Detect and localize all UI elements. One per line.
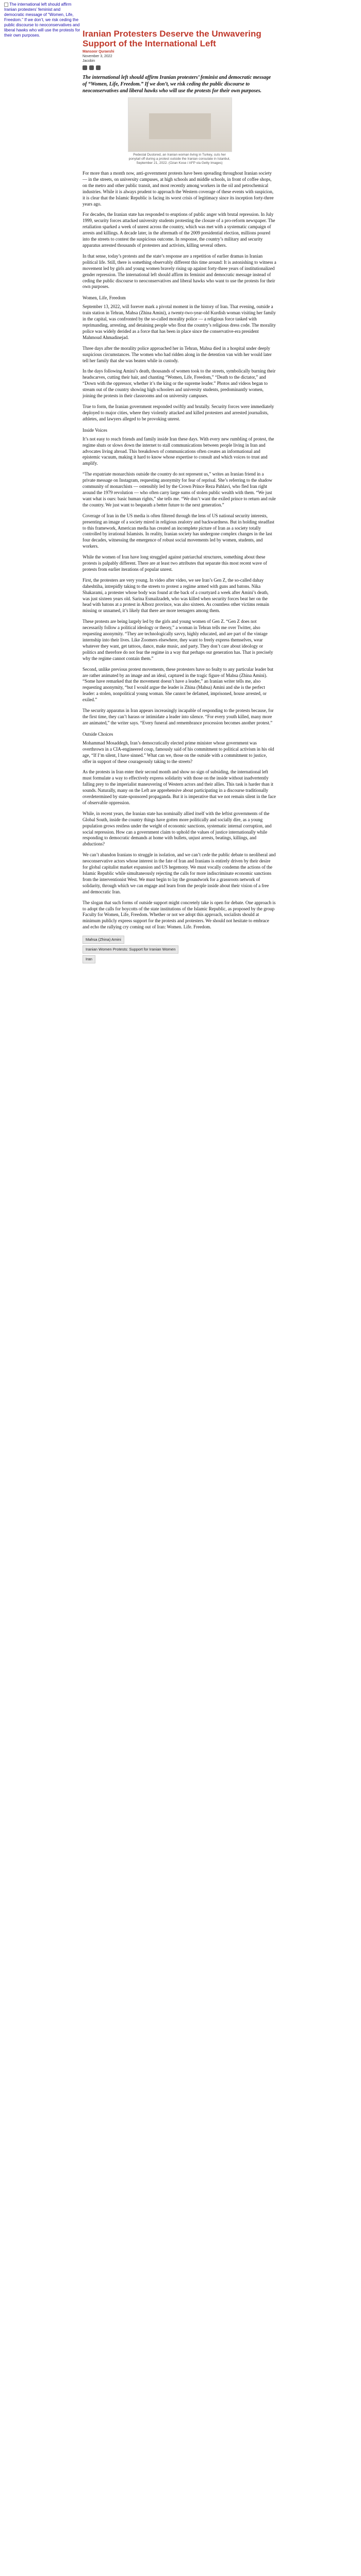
paragraph: Coverage of Iran in the US media is often filtered through the lens of US national security interests, presenting an image of a society mired in religious zealotry and backwardness. But in holding steadfast to this framework, American media has created an incomplete picture of Iran as a society totally controlled by irrational Islamists. In reality, Iranian society has undergone complex changes in the last four decades, witnessing the emergence of robust social movements led by women, students, and workers. xyxy=(83,513,274,549)
paragraph: True to form, the Iranian government responded swiftly and brutally. Security forces were immediately deployed to major cities, where they violently attacked and killed protesters and arrested journalists, athletes, and lawyers alleged to be provoking unrest. xyxy=(83,404,274,421)
top-notice-text: The international left should affirm Iranian protesters’ feminist and democratic message of “Women, Life, Freedom.” If we don’t, we risk ceding the public discourse to neoconservatives and liberal hawks who will use the protests for their own purposes. xyxy=(4,2,80,38)
info-icon xyxy=(4,3,8,7)
paragraph: For more than a month now, anti-government protests have been spreading throughout Iranian society — in the streets, on university campuses, at high schools and middle schools, in front of coffee shops, on the metro and other public transit, and most recently among workers in the oil and petrochemical industries. While it is always prudent to approach the Western coverage of these events with suspicion, it is clear that the Islamic Republic is facing its worst crisis of legitimacy since its inception forty-three years ago. xyxy=(83,171,274,207)
paragraph: It’s not easy to reach friends and family inside Iran these days. With every new rumbling of protest, the regime shuts or slows down the internet to stall communications between people living in Iran and advocates living abroad. This breakdown of communications often creates an informational and epistemic vacuum, making it hard to know whose expertise to consult and which voices to trust and amplify. xyxy=(83,436,274,466)
share-icons xyxy=(83,65,276,70)
section-heading: Women, Life, Freedom xyxy=(83,295,126,301)
paragraph: September 13, 2022, will forever mark a pivotal moment in the history of Iran. That evening, outside a train station in Tehran, Mahsa (Zhina Amini), a twenty-two-year-old Kurdish woman visiting her family in the capital, was confronted by the so-called morality police — a religious force tasked with reprimanding, arresting, and detaining people who flout the country’s religious dress code. The morality police was widely derided as a force that has been in place since the conservative-era president Mahmoud Ahmadinejad. xyxy=(83,304,276,340)
author-name[interactable]: Mansoor Quraeshi xyxy=(83,50,114,54)
paragraph: While, in recent years, the Iranian state has nominally allied itself with the leftist governments of the Global South, inside the country things have gotten more politically and socially dire, as a young population grows restless under the weight of economic sanctions, systematic internal corruption, and social repression. How can a government claim to uphold the values of justice internationally while responding to democratic demands at home with bullets, unjust arrests, beatings, killings, and abductions? xyxy=(83,810,272,847)
article-meta xyxy=(83,49,276,63)
figure-caption: Pedestal Dustored, an Iranian woman living in Turkey, cuts her ponytail off during a protest outside the Iranian consulate in Istanbul, September 21, 2022. (Ozan Kose / AFP via Getty Images) xyxy=(128,153,231,165)
paragraph: In that sense, today’s protests and the state’s response are a repetition of earlier dramas in Iranian political life. Still, there is something observably different this time around: It is astonishing to witness a movement led by girls and young women bravely rising up against forty-three years of institutionalized gender repression. The international left should affirm its feminist and democratic message instead of ceding the public discourse to neoconservatives and liberal hawks who want to use the protests for their own purposes. xyxy=(83,253,276,290)
paragraph: Mohammad Mosaddegh, Iran’s democratically elected prime minister whose government was overthrown in a CIA-engineered coup, famously said of his commitment to political activism in his old age, “If I’m silent, I have sinned.” What can we, those on the outside with a commitment to justice, offer in support of these courageously taking to the streets? xyxy=(83,740,274,764)
twitter-icon[interactable] xyxy=(89,65,94,70)
paragraph: The slogan that such forms of outside support might concretely take is open for debate. One approach is to adopt the calls for boycotts of the state institutions of the Islamic Republic, as proposed by the group Faculty for Women, Life, Freedom. Whether or not we adopt this approach, socialists should at minimum publicly express support for the protests and protesters. We should not hesitate to embrace and echo the rallying cry coming out of Iran: Women. Life. Freedom. xyxy=(83,900,276,930)
paragraph: Three days after the morality police approached her in Tehran, Mahsa died in a hospital under deeply suspicious circumstances. The women who had ridden along in the detention van with her would later tell her family that she was beaten while in custody. xyxy=(83,345,272,363)
paragraph: First, the protesters are very young. In video after video, we see Iran’s Gen Z, the so-called dahay daheshtiha, intrepidly taking to the streets to protest a regime armed with guns and batons. Nika Shakarami, a protester whose body was found at the back of a courtyard a week after Amini’s death, was just sixteen years old. Sarina Esmailzadeh, who was killed when security forces beat her on the head with batons at a protest in Alborz province, was also sixteen. As countless other victims remain missing or unnamed, it’s likely that there are more teenagers among them. xyxy=(83,577,269,614)
paragraph: We can’t abandon Iranians to struggle in isolation, and we can’t cede the public debate to neoliberal and neoconservative actors whose interest in the fate of Iran and Iranians is entirely driven by their desire for global capitalist market expansion and US hegemony. We must vocally condemn the actions of the Islamic Republic while simultaneously rejecting the calls for more indiscriminate economic sanctions from the interventionist West. We must begin to lay the groundwork for a grassroots network of solidarity, through which we can engage and learn from the people inside about their vision of a free and democratic Iran. xyxy=(83,852,276,894)
section-heading: Outside Choices xyxy=(83,731,113,737)
lead-figure xyxy=(128,97,231,165)
article-lede: The international left should affirm Iranian protesters’ feminist and democratic message of “Women, Life, Freedom.” If we don’t, we risk ceding the public discourse to neoconservatives and liberal hawks who will use the protests for their own purposes. xyxy=(83,75,271,94)
article-date: November 3, 2022 xyxy=(83,55,112,58)
paragraph: In the days following Amini’s death, thousands of women took to the streets, symbolically burning their headscarves, cutting their hair, and chanting “Women, Life, Freedom,” “Death to the dictator,” and “Down with the oppressor, whether it’s the king or the supreme leader.” Photos and videos began to stream out of the country showing high schoolers and university students, predominantly women, joining the protests in their classrooms and on university campuses. xyxy=(83,368,276,399)
paragraph: The security apparatus in Iran appears increasingly incapable of responding to the protests because, for the first time, they can’t harass or intimidate a leader into silence. “For every youth killed, many more are animated,” the writer says. “Every funeral and remembrance procession becomes another protest.” xyxy=(83,708,274,725)
paragraph: While the women of Iran have long struggled against patriarchal structures, something about these protests is palpably different. There are at least two attributes that separate this most recent wave of protests from earlier iterations of popular unrest. xyxy=(83,554,267,572)
tag-link[interactable]: Iran xyxy=(83,955,95,963)
lead-photo xyxy=(128,97,232,152)
article-tags xyxy=(83,936,276,963)
paragraph: “The expatriate monarchists outside the country do not represent us,” writes an Iranian friend in a private message on Instagram, requesting anonymity for fear of reprisal. She’s referring to the shadow community of monarchists — ostensibly led by the Crown Prince Reza Pahlavi, who fled Iran right around the 1979 revolution — who often carry large sums of stolen public wealth with them. “We just want what is ours: basic human rights,” she tells me. “We don’t want the exiled prince to return and rule the country. We just want to bequeath a better future to the next generation.” xyxy=(83,471,276,507)
paragraph: Second, unlike previous protest movements, these protesters have no fealty to any particular leader but are rather animated by an image and an ideal, captured in the tragic figure of Mahsa (Zhina Amini). “Some have remarked that the movement doesn’t have a leader,” an Iranian writer tells me, also requesting anonymity, “but I would argue the leader is Zhina (Mahsa) Amini and she is the perfect leader: a stolen, nonpolitical young woman. She cannot be defamed, imprisoned, house arrested, or exiled.” xyxy=(83,666,273,703)
tag-link[interactable]: Iranian Women Protests: Support for Iranian Women xyxy=(83,945,178,954)
paragraph: As the protests in Iran enter their second month and show no sign of subsiding, the international left must formulate a way to effectively express solidarity with those on the inside without inadvertently falling prey to the imperialist maneuvering of Western actors and their allies. This task is harder than it sounds. Naturally, many on the Left are apprehensive about participating in a discourse traditionally overdetermined by state-sponsored propaganda. But it is imperative that we not remain silent in the face of observable oppression. xyxy=(83,769,276,805)
tag-link[interactable]: Mahsa (Zhina) Amini xyxy=(83,936,124,944)
paragraph: For decades, the Iranian state has responded to eruptions of public anger with brutal repression. In July 1999, security forces attacked university students protesting the closure of a pro-reform newspaper. The retaliation sparked a week of unrest across the country, which was met with a systematic campaign of arrests and killings. A decade later, in the aftermath of the 2009 presidential election, millions poured into the streets to contest the suspicious outcome. In response, the country’s military and security apparatus arrested thousands of protesters and activists, killing several others. xyxy=(83,212,275,248)
paragraph: These protests are being largely led by the girls and young women of Gen Z. “Gen Z does not necessarily follow a political ideology or theory,” a woman in Tehran tells me over Twitter, also requesting anonymity. “They are technologically savvy, highly educated, and are part of the vintage internship into their lives. Like Zoomers elsewhere, they want to freely express themselves, wear whatever they want, get tattoos, dance, make music, and party. They don’t care about ideology or politics and therefore do not fear the regime in a way that perhaps our generation has. That is precisely why the regime cannot contain them.” xyxy=(83,619,273,661)
publication-name: Jacobin xyxy=(83,59,95,63)
facebook-icon[interactable] xyxy=(83,65,87,70)
article xyxy=(83,29,276,967)
top-notice[interactable] xyxy=(4,2,81,38)
article-title: Iranian Protesters Deserve the Unwavering Support of the International Left xyxy=(83,29,261,48)
section-heading: Inside Voices xyxy=(83,427,107,433)
email-icon[interactable] xyxy=(96,65,101,70)
